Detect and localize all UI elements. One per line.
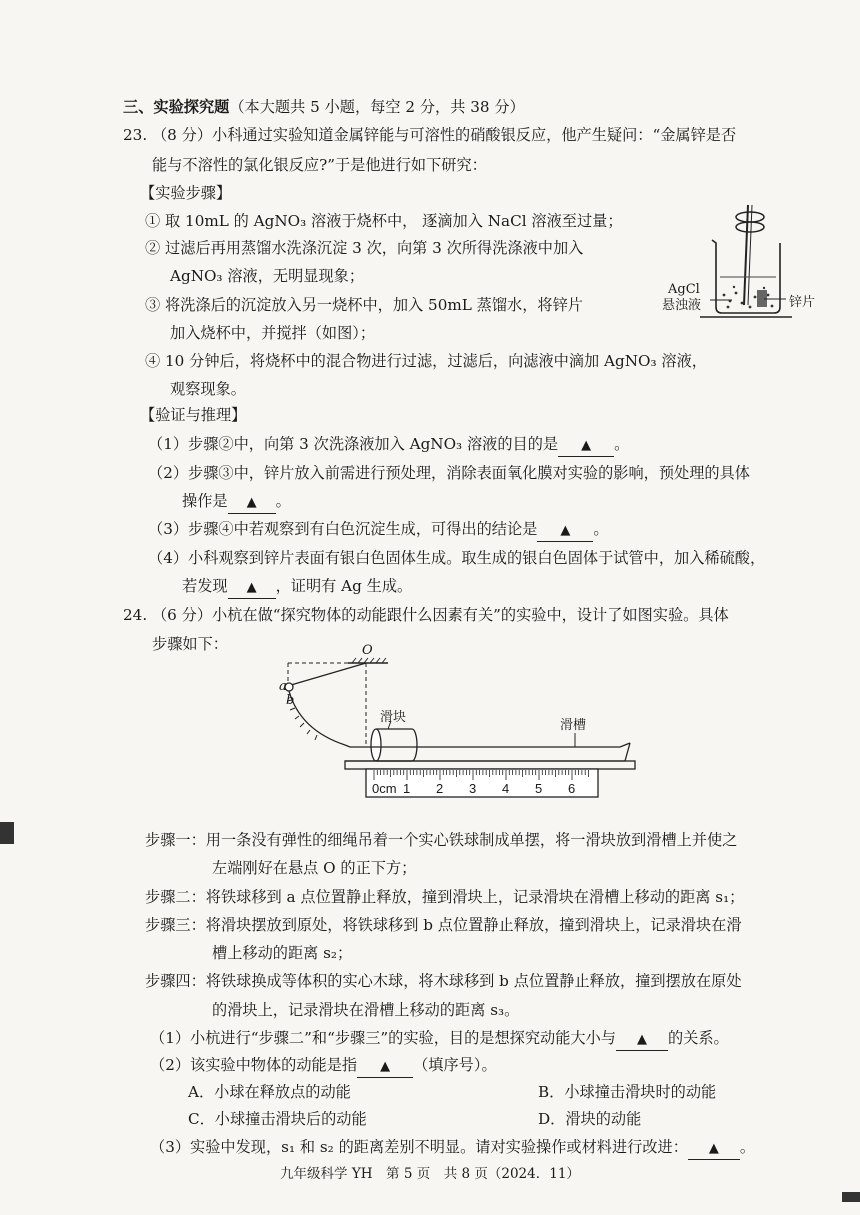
- q23-q4-answer-blank[interactable]: [228, 576, 276, 599]
- q24-q1-answer-blank[interactable]: [616, 1028, 668, 1051]
- q23-q4-line1: （4）小科观察到锌片表面有银白色固体生成。取生成的银白色固体于试管中，加入稀硫酸，: [148, 549, 766, 567]
- q24-step3b: 槽上移动的距离 s₂；: [212, 944, 353, 962]
- period: 。: [614, 435, 630, 453]
- answer-mark: ▲: [636, 1032, 647, 1047]
- q23-q1-text: （1）步骤②中，向第 3 次洗涤液加入 AgNO₃ 溶液的目的是: [148, 435, 559, 453]
- q24-step4b: 的滑块上，记录滑块在滑槽上移动的距离 s₃。: [212, 1001, 520, 1019]
- q23-question3: [148, 519, 609, 542]
- q23-question1: [148, 434, 629, 457]
- q23-q2-text: 操作是: [182, 492, 228, 510]
- period: 。: [275, 492, 291, 510]
- page-footer: 九年级科学 YH 第 5 页 共 8 页（2024．11）: [280, 1166, 580, 1182]
- zinc-label: 锌片: [789, 295, 816, 310]
- point-label-a: a: [279, 679, 287, 694]
- q24-q3-pre: （3）实验中发现，s₁ 和 s₂ 的距离差别不明显。请对实验操作或材料进行改进：: [150, 1138, 688, 1156]
- q23-step2a: ② 过滤后再用蒸馏水洗涤沉淀 3 次，向第 3 次所得洗涤液中加入: [145, 239, 584, 257]
- q24-option-c[interactable]: C．小球撞击滑块后的动能: [188, 1110, 367, 1128]
- period: 。: [593, 520, 609, 538]
- answer-mark: ▲: [380, 1059, 391, 1074]
- q23-question4: [182, 576, 412, 599]
- ruler-tick-label: 4: [502, 781, 510, 796]
- q23-q2-line1: （2）步骤③中，锌片放入前需进行预处理，消除表面氧化膜对实验的影响，预处理的具体: [148, 464, 750, 482]
- q23-step3a: ③ 将洗涤后的沉淀放入另一烧杯中，加入 50mL 蒸馏水，将锌片: [145, 296, 583, 314]
- section-note: （本大题共 5 小题，每空 2 分，共 38 分）: [229, 98, 525, 116]
- ruler-tick-label: 0cm: [372, 781, 397, 796]
- q24-step4a: 步骤四：将铁球换成等体积的实心木球，将木球移到 b 点位置静止释放，撞到摆放在原处: [145, 972, 742, 990]
- q23-step1: ① 取 10mL 的 AgNO₃ 溶液于烧杯中， 逐滴加入 NaCl 溶液至过量；: [145, 212, 623, 230]
- section-title: 三、实验探究题: [123, 98, 230, 116]
- q23-step4a: ④ 10 分钟后，将烧杯中的混合物进行过滤，过滤后，向滤液中滴加 AgNO₃ 溶液，: [145, 352, 707, 370]
- q23-step2b: AgNO₃ 溶液，无明显现象；: [170, 267, 365, 285]
- q23-question2: [182, 491, 291, 514]
- q24-option-b[interactable]: B．小球撞击滑块时的动能: [538, 1083, 717, 1101]
- q24-q2-answer-blank[interactable]: [357, 1055, 413, 1078]
- q24-question2: [150, 1055, 497, 1078]
- q24-option-a[interactable]: A．小球在释放点的动能: [188, 1083, 351, 1101]
- point-label-b: b: [286, 693, 295, 708]
- q24-step3a: 步骤三：将滑块摆放到原处，将铁球移到 b 点位置静止释放，撞到滑块上，记录滑块在滑: [145, 916, 742, 934]
- section-heading: [123, 97, 525, 117]
- ruler-tick-label: 6: [568, 781, 576, 796]
- q24-question1: [150, 1028, 729, 1051]
- q24-step1b: 左端刚好在悬点 O 的正下方；: [212, 859, 417, 877]
- q24-q1-pre: （1）小杭进行“步骤二”和“步骤三”的实验，目的是想探究动能大小与: [150, 1029, 616, 1047]
- q24-option-d[interactable]: D．滑块的动能: [538, 1110, 642, 1128]
- q23-q3-answer-blank[interactable]: [537, 519, 593, 542]
- q24-intro-line2: 步骤如下：: [152, 635, 228, 653]
- q24-q2-post: （填序号）。: [413, 1056, 497, 1074]
- q24-q2-pre: （2）该实验中物体的动能是指: [150, 1056, 358, 1074]
- q24-step2: 步骤二：将铁球移到 a 点位置静止释放，撞到滑块上，记录滑块在滑槽上移动的距离 s₁；: [145, 888, 745, 906]
- ruler-tick-label: 2: [436, 781, 444, 796]
- answer-mark: ▲: [708, 1141, 719, 1156]
- q24-intro-line1: 24. （6 分）小杭在做“探究物体的动能跟什么因素有关”的实验中，设计了如图实验。具体: [123, 606, 729, 624]
- scan-mark-left: [0, 822, 14, 844]
- q23-q4-post: ，证明有 Ag 生成。: [275, 577, 413, 595]
- q24-step1a: 步骤一：用一条没有弹性的细绳吊着一个实心铁球制成单摆，将一滑块放到滑槽上并使之: [145, 831, 738, 849]
- q23-q3-text: （3）步骤④中若观察到有白色沉淀生成，可得出的结论是: [148, 520, 538, 538]
- answer-mark: ▲: [246, 495, 257, 510]
- answer-mark: ▲: [246, 580, 257, 595]
- scan-mark-bottom-right: [842, 1192, 860, 1202]
- pivot-label-O: O: [362, 643, 373, 658]
- ruler-tick-label: 3: [469, 781, 477, 796]
- answer-mark: ▲: [560, 523, 571, 538]
- q23-q4-pre: 若发现: [182, 577, 228, 595]
- ruler-tick-label: 1: [403, 781, 411, 796]
- agcl-label-1: AgCl: [668, 282, 700, 297]
- answer-mark: ▲: [581, 438, 592, 453]
- q23-step4b: 观察现象。: [170, 380, 246, 398]
- q23-verify-heading: 【验证与推理】: [140, 406, 247, 424]
- slider-label: 滑块: [380, 710, 407, 725]
- q23-intro-line1: 23. （8 分）小科通过实验知道金属锌能与可溶性的硝酸银反应，他产生疑问：“金属锌是否: [123, 126, 737, 144]
- q24-question3: [150, 1137, 755, 1160]
- q24-q1-post: 的关系。: [667, 1029, 729, 1047]
- q23-q1-answer-blank[interactable]: [558, 434, 614, 457]
- ruler-tick-label: 5: [535, 781, 543, 796]
- q23-intro-line2: 能与不溶性的氯化银反应?”于是他进行如下研究：: [152, 156, 487, 174]
- q23-step3b: 加入烧杯中，并搅拌（如图）；: [170, 324, 376, 342]
- q23-q2-answer-blank[interactable]: [228, 491, 276, 514]
- track-label: 滑槽: [560, 718, 587, 733]
- q24-q3-post: 。: [739, 1138, 756, 1156]
- agcl-label-2: 悬浊液: [662, 298, 702, 313]
- q23-steps-heading: 【实验步骤】: [140, 184, 232, 202]
- q24-q3-answer-blank[interactable]: [688, 1137, 740, 1160]
